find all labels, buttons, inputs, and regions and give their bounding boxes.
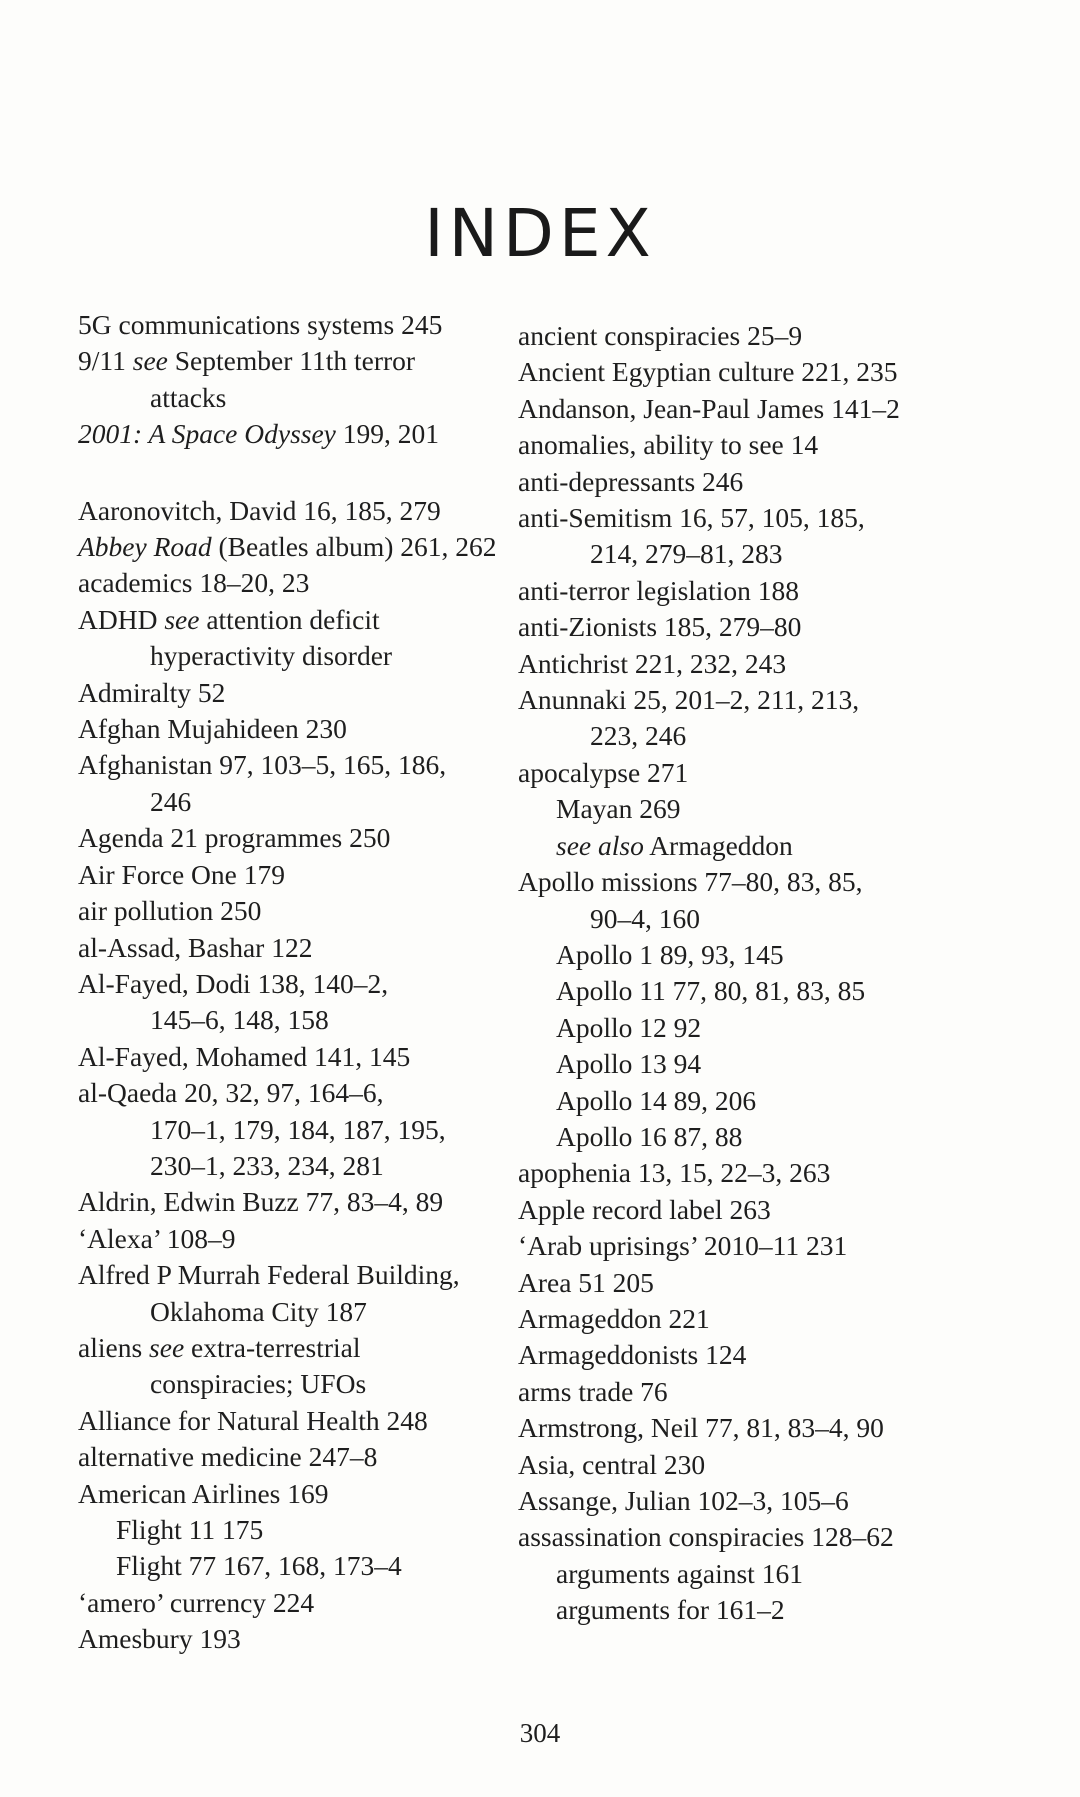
index-entry: Alliance for Natural Health 248 bbox=[78, 1404, 428, 1436]
index-entry-continuation: 223, 246 bbox=[590, 720, 687, 752]
index-entry: 5G communications systems 245 bbox=[78, 309, 443, 340]
index-entry bbox=[78, 602, 508, 638]
index-subentry: Apollo 12 92 bbox=[556, 1011, 702, 1043]
index-entry: arms trade 76 bbox=[518, 1375, 668, 1407]
index-entry: Asia, central 230 bbox=[518, 1448, 706, 1480]
index-subentry: arguments for 161–2 bbox=[556, 1594, 785, 1626]
index-subentry: Apollo 14 89, 206 bbox=[556, 1084, 757, 1116]
entry-text: extra-terrestrial bbox=[184, 1331, 361, 1363]
see-also-reference: see also bbox=[556, 829, 644, 861]
index-entry: Andanson, Jean-Paul James 141–2 bbox=[518, 392, 900, 424]
index-subentry: Flight 77 167, 168, 173–4 bbox=[116, 1550, 402, 1582]
index-entry bbox=[78, 1330, 508, 1366]
index-entry: apocalypse 271 bbox=[518, 756, 689, 788]
entry-text: September 11th terror bbox=[167, 345, 416, 377]
index-entry: alternative medicine 247–8 bbox=[78, 1441, 378, 1473]
index-entry: Antichrist 221, 232, 243 bbox=[518, 647, 787, 679]
index-entry: anti-Zionists 185, 279–80 bbox=[518, 611, 802, 643]
index-subentry: Flight 11 175 bbox=[116, 1514, 264, 1545]
index-entry-continuation: 214, 279–81, 283 bbox=[590, 538, 783, 570]
index-entry: Alfred P Murrah Federal Building, bbox=[78, 1259, 460, 1291]
index-entry: Aaronovitch, David 16, 185, 279 bbox=[78, 494, 441, 526]
index-column-left bbox=[78, 307, 508, 1658]
index-entry: ‘Alexa’ 108–9 bbox=[78, 1222, 236, 1254]
index-entry: American Airlines 169 bbox=[78, 1477, 329, 1509]
index-subentry: Apollo 13 94 bbox=[556, 1048, 702, 1080]
entry-text: ADHD bbox=[78, 603, 165, 635]
index-entry-continuation: Oklahoma City 187 bbox=[150, 1295, 367, 1327]
index-subentry: Apollo 11 77, 80, 81, 83, 85 bbox=[556, 975, 866, 1007]
index-entry: Armstrong, Neil 77, 81, 83–4, 90 bbox=[518, 1412, 884, 1444]
index-entry: Armageddonists 124 bbox=[518, 1339, 747, 1371]
work-title: Abbey Road bbox=[78, 531, 212, 563]
index-entry: anomalies, ability to see 14 bbox=[518, 429, 819, 461]
entry-text: (Beatles album) 261, 262 bbox=[211, 531, 497, 563]
index-entry bbox=[78, 343, 508, 379]
index-subentry: arguments against 161 bbox=[556, 1557, 803, 1589]
index-entry-continuation: attacks bbox=[150, 381, 227, 413]
index-subentry: Apollo 1 89, 93, 145 bbox=[556, 938, 784, 970]
index-entry-continuation: conspiracies; UFOs bbox=[150, 1368, 367, 1400]
index-entry: Apollo missions 77–80, 83, 85, bbox=[518, 866, 863, 898]
index-entry: Air Force One 179 bbox=[78, 858, 285, 890]
entry-text: Armageddon bbox=[643, 829, 793, 861]
index-entry: Admiralty 52 bbox=[78, 676, 226, 708]
index-entry-continuation: 90–4, 160 bbox=[590, 902, 700, 934]
index-entry: ‘Arab uprisings’ 2010–11 231 bbox=[518, 1230, 848, 1262]
index-entry-continuation: 246 bbox=[150, 785, 192, 817]
work-title: 2001: A Space Odyssey bbox=[78, 418, 336, 450]
index-entry: anti-terror legislation 188 bbox=[518, 574, 800, 606]
index-entry: academics 18–20, 23 bbox=[78, 567, 310, 599]
index-entry: al-Assad, Bashar 122 bbox=[78, 931, 313, 963]
index-entry: Apple record label 263 bbox=[518, 1193, 771, 1225]
see-reference: see bbox=[149, 1331, 185, 1363]
index-entry: Ancient Egyptian culture 221, 235 bbox=[518, 356, 898, 388]
index-entry: ‘amero’ currency 224 bbox=[78, 1586, 315, 1618]
index-entry: Afghan Mujahideen 230 bbox=[78, 713, 347, 745]
index-entry: anti-depressants 246 bbox=[518, 465, 744, 497]
index-entry: assassination conspiracies 128–62 bbox=[518, 1521, 894, 1553]
index-entry: Armageddon 221 bbox=[518, 1302, 710, 1334]
entry-text: 9/11 bbox=[78, 345, 133, 377]
index-entry: al-Qaeda 20, 32, 97, 164–6, bbox=[78, 1077, 384, 1109]
index-entry: ancient conspiracies 25–9 bbox=[518, 320, 803, 351]
index-entry-continuation: 230–1, 233, 234, 281 bbox=[150, 1149, 384, 1181]
index-entry: apophenia 13, 15, 22–3, 263 bbox=[518, 1157, 831, 1189]
index-entry: Afghanistan 97, 103–5, 165, 186, bbox=[78, 749, 447, 781]
index-entry: air pollution 250 bbox=[78, 895, 262, 927]
index-entry: anti-Semitism 16, 57, 105, 185, bbox=[518, 502, 865, 534]
entry-text: 199, 201 bbox=[335, 418, 440, 450]
index-subentry: Mayan 269 bbox=[556, 793, 681, 825]
index-entry-continuation: 170–1, 179, 184, 187, 195, bbox=[150, 1113, 446, 1145]
index-entry: Area 51 205 bbox=[518, 1266, 654, 1298]
letter-group-gap bbox=[78, 453, 508, 493]
page-title: INDEX bbox=[424, 195, 656, 272]
index-column-right bbox=[518, 318, 998, 1629]
page-number: 304 bbox=[519, 1718, 561, 1748]
see-reference: see bbox=[132, 345, 168, 377]
see-reference: see bbox=[164, 603, 200, 635]
entry-text: aliens bbox=[78, 1331, 150, 1363]
index-entry: Assange, Julian 102–3, 105–6 bbox=[518, 1485, 849, 1516]
index-entry-continuation: hyperactivity disorder bbox=[150, 640, 393, 672]
index-entry bbox=[78, 529, 508, 565]
index-entry: Amesbury 193 bbox=[78, 1623, 241, 1655]
index-entry: Aldrin, Edwin Buzz 77, 83–4, 89 bbox=[78, 1186, 444, 1218]
entry-text: attention deficit bbox=[199, 603, 380, 635]
index-entry: Agenda 21 programmes 250 bbox=[78, 822, 391, 854]
index-entry: Al-Fayed, Dodi 138, 140–2, bbox=[78, 967, 389, 999]
index-entry: Al-Fayed, Mohamed 141, 145 bbox=[78, 1040, 411, 1072]
index-entry bbox=[78, 416, 508, 452]
index-subentry: Apollo 16 87, 88 bbox=[556, 1120, 743, 1152]
index-entry: Anunnaki 25, 201–2, 211, 213, bbox=[518, 684, 860, 716]
index-entry-continuation: 145–6, 148, 158 bbox=[150, 1004, 329, 1036]
index-subentry bbox=[518, 828, 998, 864]
